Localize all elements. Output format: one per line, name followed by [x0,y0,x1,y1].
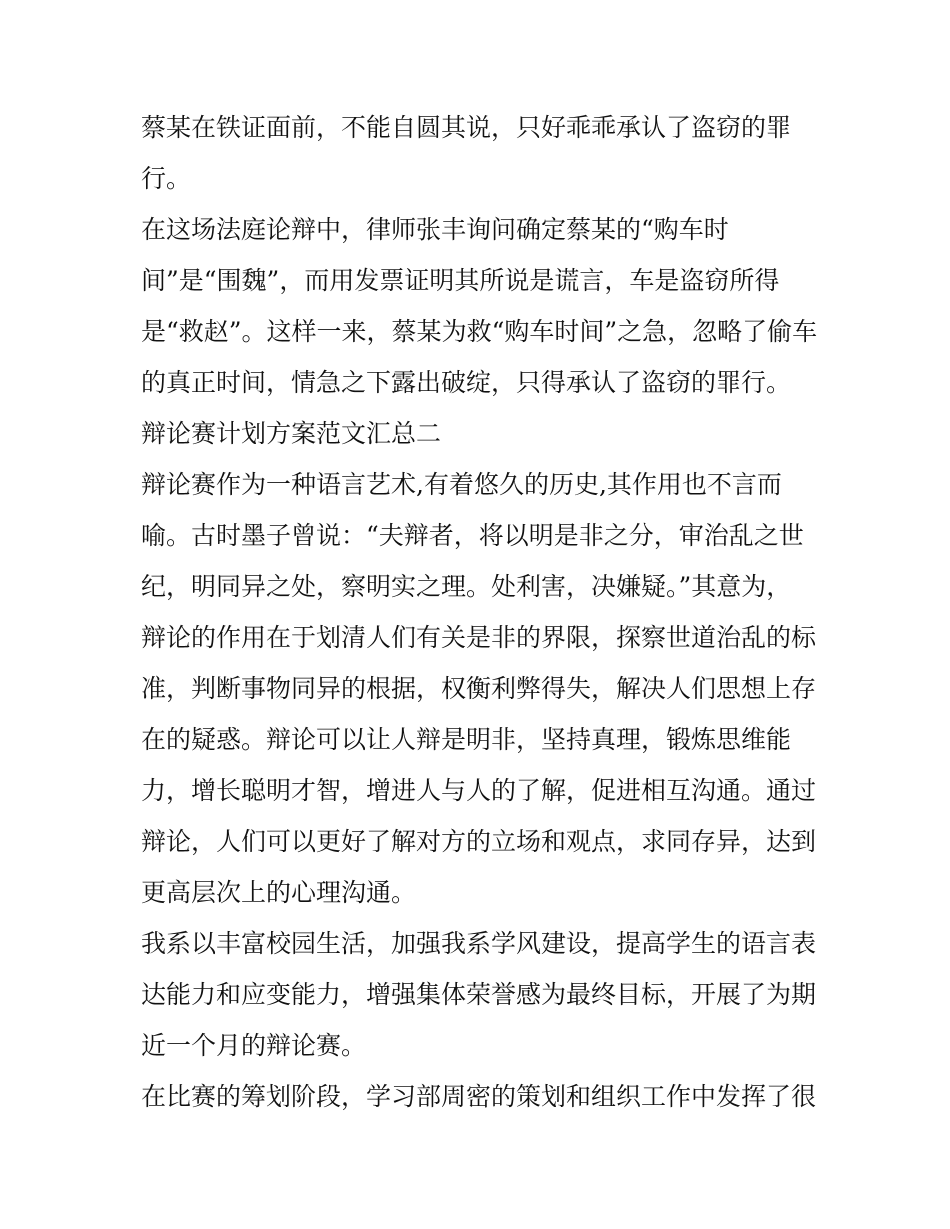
text-line-4: 间”是“围魏”，而用发票证明其所说是谎言，车是盗窃所得 [141,266,780,295]
text-line-8: 辩论赛作为一种语言艺术,有着悠久的历史,其作用也不言而 [141,470,782,499]
text-line-9: 喻。古时墨子曾说：“夫辩者，将以明是非之分，审治乱之世 [141,521,804,550]
text-line-18: 达能力和应变能力，增强集体荣誉感为最终目标，开展了为期 [141,980,817,1009]
text-line-20: 在比赛的筹划阶段，学习部周密的策划和组织工作中发挥了很 [141,1082,817,1111]
text-line-19: 近一个月的辩论赛。 [141,1031,367,1060]
text-line-15: 辩论，人们可以更好了解对方的立场和观点，求同存异，达到 [141,827,817,856]
section-heading: 辩论赛计划方案范文汇总二 [141,419,442,448]
text-line-17: 我系以丰富校园生活，加强我系学风建设，提高学生的语言表 [141,929,817,958]
text-line-2: 行。 [141,164,192,193]
text-line-1: 蔡某在铁证面前，不能自圆其说，只好乖乖承认了盗窃的罪 [141,113,792,142]
text-line-14: 力，增长聪明才智，增进人与人的了解，促进相互沟通。通过 [141,776,817,805]
text-line-3: 在这场法庭论辩中，律师张丰询问确定蔡某的“购车时 [141,215,729,244]
text-line-13: 在的疑惑。辩论可以让人辩是明非，坚持真理，锻炼思维能 [141,725,792,754]
text-line-10: 纪，明同异之处，察明实之理。处利害，决嫌疑。”其意为， [141,572,792,601]
text-line-16: 更高层次上的心理沟通。 [141,878,417,907]
text-line-6: 的真正时间，情急之下露出破绽，只得承认了盗窃的罪行。 [141,368,792,397]
text-line-12: 准，判断事物同异的根据，权衡利弊得失，解决人们思想上存 [141,674,817,703]
text-line-11: 辩论的作用在于划清人们有关是非的界限，探察世道治乱的标 [141,623,817,652]
text-line-5: 是“救赵”。这样一来，蔡某为救“购车时间”之急，忽略了偷车 [141,317,818,346]
